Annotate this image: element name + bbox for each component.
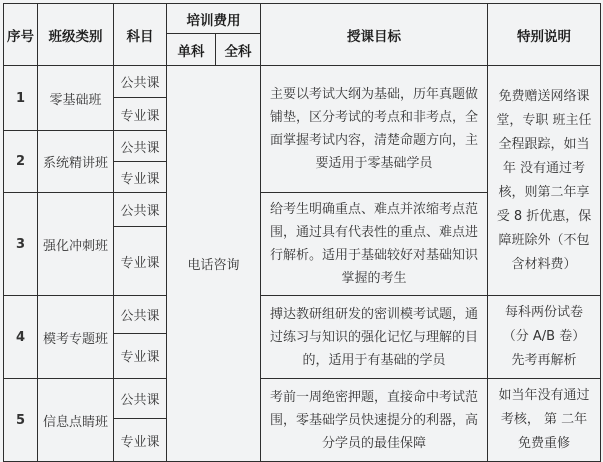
note-cell-3: 如当年没有通过考核， 第 二年免费重修	[488, 379, 601, 462]
row-4-subject-major: 专业课	[114, 333, 167, 378]
row-5-subject-public: 公共课	[114, 379, 167, 419]
header-fee-all: 全科	[216, 34, 261, 66]
header-subject: 科目	[114, 4, 167, 66]
row-2-subject-public: 公共课	[114, 131, 167, 162]
row-1-serial: 1	[4, 66, 38, 131]
row-5-serial: 5	[4, 379, 38, 462]
row-3-subject-public: 公共课	[114, 193, 167, 227]
row-4-class-name: 模考专题班	[38, 296, 114, 379]
note-cell-2: 每科两份试卷（分 A/B 卷） 先考再解析	[488, 296, 601, 379]
header-training-fee: 培训费用	[167, 4, 261, 34]
row-5-subject-major: 专业课	[114, 419, 167, 462]
row-4-serial: 4	[4, 296, 38, 379]
row-3-class-name: 强化冲刺班	[38, 193, 114, 296]
header-class-category: 班级类别	[38, 4, 114, 66]
header-teaching-goal: 授课目标	[261, 4, 488, 66]
header-serial: 序号	[4, 4, 38, 66]
row-2-serial: 2	[4, 131, 38, 193]
fee-consult-cell: 电话咨询	[167, 66, 261, 462]
row-4-subject-public: 公共课	[114, 296, 167, 334]
header-special-note: 特别说明	[488, 4, 601, 66]
goal-cell-3: 搏达教研组研发的密训模考试题，通过练习与知识的强化记忆与理解的目的，适用于有基础的学员	[261, 296, 488, 379]
goal-cell-1: 主要以考试大纲为基础，历年真题做铺垫，区分考试的考点和非考点，全面掌握考试内容，清楚命题方向，主要适用于零基础学员	[261, 66, 488, 193]
course-fee-table	[3, 3, 601, 462]
header-fee-single: 单科	[167, 34, 216, 66]
row-3-serial: 3	[4, 193, 38, 296]
goal-cell-4: 考前一周绝密押题，直接命中考试范围，零基础学员快速提分的利器，高分学员的最佳保障	[261, 379, 488, 462]
row-1-class-name: 零基础班	[38, 66, 114, 131]
row-5-class-name: 信息点睛班	[38, 379, 114, 462]
note-cell-1: 免费赠送网络课堂，专职 班主任全程跟踪，如当年 没有通过考核，则第二年享受 8 折优惠，保障班除外（不包含材料费）	[488, 66, 601, 296]
row-1-subject-major: 专业课	[114, 98, 167, 131]
goal-cell-2: 给考生明确重点、难点并浓缩考点范围，通过具有代表性的重点、难点进行解析。适用于基础较好对基础知识掌握的考生	[261, 193, 488, 296]
row-2-subject-major: 专业课	[114, 162, 167, 193]
row-3-subject-major: 专业课	[114, 227, 167, 296]
row-2-class-name: 系统精讲班	[38, 131, 114, 193]
row-1-subject-public: 公共课	[114, 66, 167, 98]
